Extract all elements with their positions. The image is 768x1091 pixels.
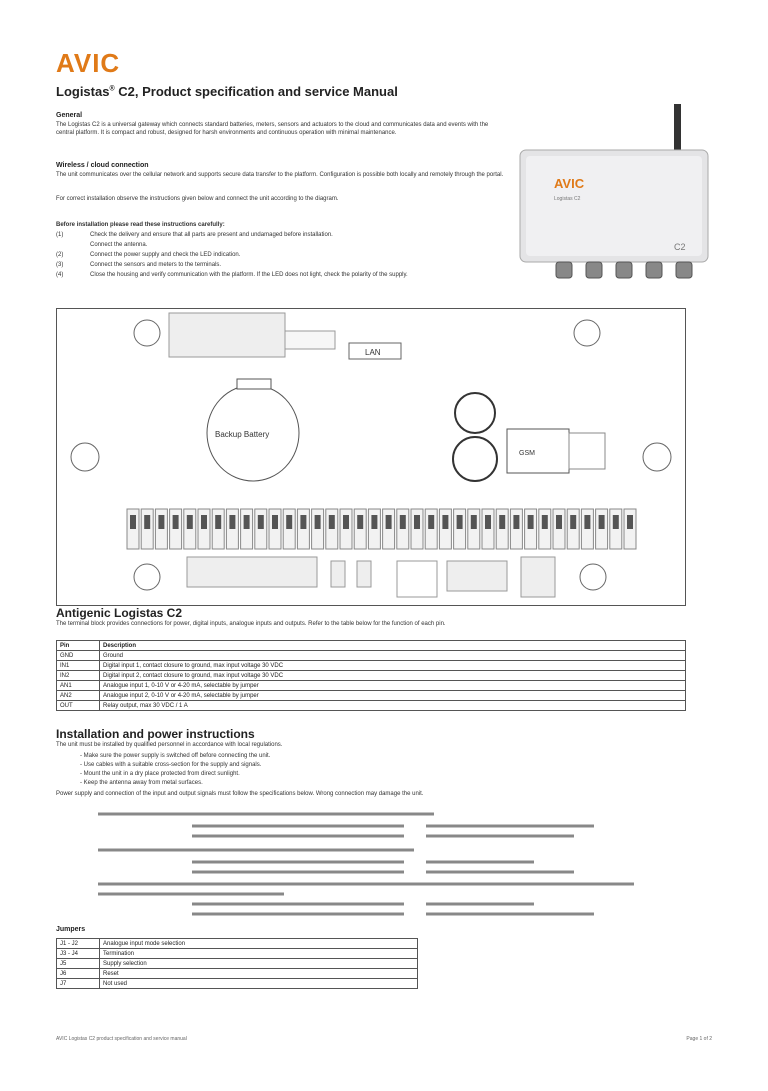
terminal-screw <box>542 515 548 529</box>
wireless-heading: Wireless / cloud connection <box>56 162 149 169</box>
terminal-screw <box>229 515 235 529</box>
table-cell-code: Pin <box>57 641 100 651</box>
photo-badge: C2 <box>674 242 686 252</box>
table-row <box>57 681 686 691</box>
signal-table <box>56 640 686 711</box>
terminal-screw <box>457 515 463 529</box>
module-label: GSM <box>519 450 535 457</box>
table-cell-code: J7 <box>57 979 100 989</box>
terminal-screw <box>215 515 221 529</box>
terminal-screw <box>485 515 491 529</box>
terminal-screw <box>627 515 633 529</box>
document-title: Logistas® C2, Product specification and service Manual <box>56 84 398 99</box>
spec-lines <box>74 808 634 918</box>
table-row <box>57 661 686 671</box>
table-cell-code: IN1 <box>57 661 100 671</box>
table-row <box>57 969 418 979</box>
table-cell-code: IN2 <box>57 671 100 681</box>
footer-right: Page 1 of 2 <box>686 1036 712 1042</box>
list-intro: Before installation please read these instructions carefully: <box>56 222 225 228</box>
terminal-screw <box>329 515 335 529</box>
install-intro: The unit must be installed by qualified personnel in accordance with local regulations. <box>56 742 283 748</box>
footer-left: AVIC Logistas C2 product specification and service manual <box>56 1036 187 1042</box>
table-cell-description: Reset <box>100 969 418 979</box>
table-row <box>57 651 686 661</box>
table-row <box>57 949 418 959</box>
table-row <box>57 641 686 651</box>
table-row <box>57 979 418 989</box>
table-row <box>57 701 686 711</box>
list-item-text: Connect the antenna. <box>90 242 148 248</box>
terminal-screw <box>187 515 193 529</box>
terminal-screw <box>471 515 477 529</box>
table-cell-description: Description <box>100 641 686 651</box>
terminal-screw <box>499 515 505 529</box>
table-cell-description: Analogue input 1, 0-10 V or 4-20 mA, selectable by jumper <box>100 681 686 691</box>
avic-logo <box>56 44 256 78</box>
install-bullet: - Make sure the power supply is switched off before connecting the unit. <box>80 753 271 759</box>
product-photo <box>516 104 712 284</box>
terminal-screw <box>613 515 619 529</box>
table-cell-code: J3 - J4 <box>57 949 100 959</box>
wireless-text: The unit communicates over the cellular network and supports secure data transfer to the platform. Configuration is possible both locally and remotely through the portal. <box>56 172 504 178</box>
install-heading: Installation and power instructions <box>56 727 255 741</box>
table-cell-description: Digital input 2, contact closure to ground, max input voltage 30 VDC <box>100 671 686 681</box>
terminal-screw <box>442 515 448 529</box>
terminal-screw <box>173 515 179 529</box>
terminal-screw <box>343 515 349 529</box>
list-item <box>56 271 408 279</box>
terminals-heading: Antigenic Logistas C2 <box>56 606 183 620</box>
terminal-screw <box>244 515 250 529</box>
table-cell-code: OUT <box>57 701 100 711</box>
terminal-screw <box>584 515 590 529</box>
table-row <box>57 691 686 701</box>
install-more: Power supply and connection of the input and output signals must follow the specifications below. Wrong connection may damage the unit. <box>56 791 424 797</box>
terminal-screw <box>528 515 534 529</box>
table-cell-description: Not used <box>100 979 418 989</box>
terminal-screw <box>272 515 278 529</box>
table-cell-description: Termination <box>100 949 418 959</box>
list-item-text: Connect the sensors and meters to the terminals. <box>90 262 222 268</box>
table-cell-code: AN2 <box>57 691 100 701</box>
terminal-block <box>127 509 636 549</box>
install-bullet: - Keep the antenna away from metal surfaces. <box>80 780 203 786</box>
list-item <box>56 231 333 239</box>
list-item-text: Close the housing and verify communication with the platform. If the LED does not light, check the polarity of the supply. <box>90 272 408 278</box>
list-item <box>56 251 240 259</box>
list-item-text: Connect the power supply and check the LED indication. <box>90 252 241 258</box>
table-cell-description: Analogue input mode selection <box>100 939 418 949</box>
top-connector <box>169 313 335 357</box>
terminal-screw <box>570 515 576 529</box>
list-item <box>56 261 221 269</box>
board-diagram <box>56 308 686 606</box>
list-item <box>56 241 147 249</box>
general-heading: General <box>56 112 83 119</box>
install-intro-text: For correct installation observe the instructions given below and connect the unit according to the diagram. <box>56 196 339 202</box>
terminal-screw <box>144 515 150 529</box>
terminal-screw <box>371 515 377 529</box>
terminal-screw <box>201 515 207 529</box>
lan-label: LAN <box>365 348 381 357</box>
terminal-screw <box>315 515 321 529</box>
terminal-screw <box>158 515 164 529</box>
terminal-screw <box>386 515 392 529</box>
table-cell-description: Supply selection <box>100 959 418 969</box>
table-cell-code: GND <box>57 651 100 661</box>
logo-text: AVIC <box>56 48 121 78</box>
general-text: The Logistas C2 is a universal gateway which connects standard batteries, meters, sensors and actuators to the cloud and communicates data and events with the central platform. It is compact and robust, designed for harsh environments and continuous operation with minimal maintenance. <box>56 122 489 136</box>
table-cell-description: Digital input 1, contact closure to ground, max input voltage 30 VDC <box>100 661 686 671</box>
table-cell-code: J1 - J2 <box>57 939 100 949</box>
install-bullets <box>56 752 684 792</box>
list-item-number: (3) <box>56 262 64 268</box>
terminal-screw <box>428 515 434 529</box>
terminal-screw <box>357 515 363 529</box>
table-cell-code: AN1 <box>57 681 100 691</box>
jumper-heading: Jumpers <box>56 926 86 933</box>
terminal-screw <box>258 515 264 529</box>
table-cell-description: Relay output, max 30 VDC / 1 A <box>100 701 686 711</box>
install-bullet: - Mount the unit in a dry place protected from direct sunlight. <box>80 771 240 777</box>
table-cell-code: J5 <box>57 959 100 969</box>
terminal-screw <box>414 515 420 529</box>
terminal-screw <box>300 515 306 529</box>
terminal-screw <box>400 515 406 529</box>
photo-model: Logistas C2 <box>554 196 581 202</box>
photo-logo: AVIC <box>554 176 585 191</box>
table-row <box>57 671 686 681</box>
table-row <box>57 959 418 969</box>
terminal-screw <box>130 515 136 529</box>
terminal-screw <box>513 515 519 529</box>
terminal-screw <box>599 515 605 529</box>
terminal-screw <box>286 515 292 529</box>
table-cell-code: J6 <box>57 969 100 979</box>
list-item-number: (2) <box>56 252 64 258</box>
terminals-text: The terminal block provides connections for power, digital inputs, analogue inputs and outputs. Refer to the table below for the function of each pin. <box>56 621 446 627</box>
list-item-number: (4) <box>56 272 64 278</box>
battery-label: Backup Battery <box>215 430 270 439</box>
list-item-text: Check the delivery and ensure that all parts are present and undamaged before installation. <box>90 232 333 238</box>
table-row <box>57 939 418 949</box>
install-bullet: - Use cables with a suitable cross-section for the supply and signals. <box>80 762 262 768</box>
terminal-screw <box>556 515 562 529</box>
table-cell-description: Ground <box>100 651 686 661</box>
table-cell-description: Analogue input 2, 0-10 V or 4-20 mA, selectable by jumper <box>100 691 686 701</box>
jumper-table <box>56 938 418 989</box>
jumper-blocks <box>187 557 555 597</box>
list-item-number: (1) <box>56 232 64 238</box>
